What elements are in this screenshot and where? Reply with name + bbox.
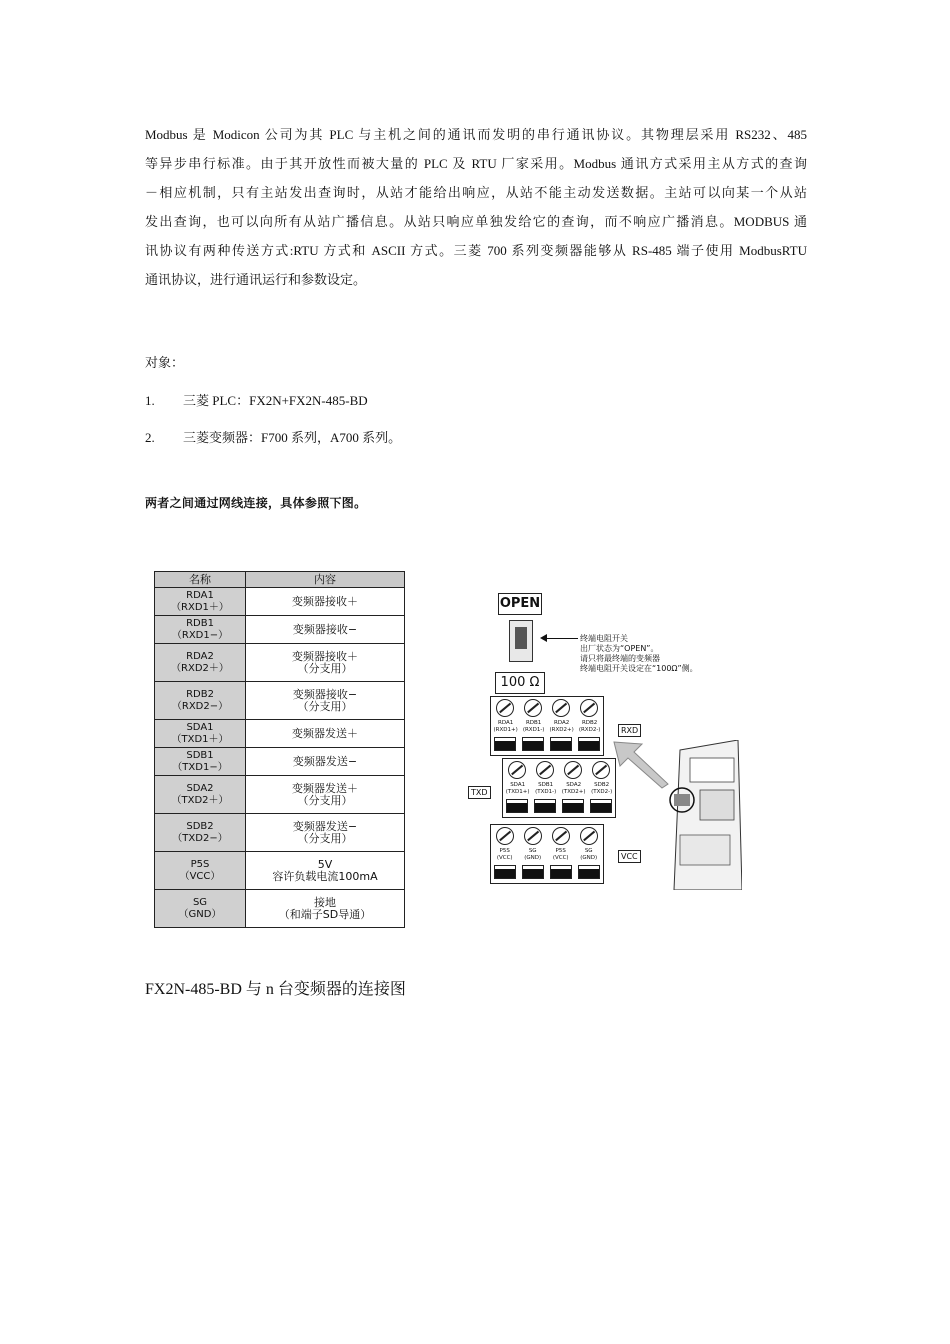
txd-tag: TXD [468, 786, 491, 799]
terminal-name-text: （GND） [178, 908, 222, 920]
terminal-content-text: （分支用） [297, 793, 353, 807]
terminal-label-signal: (TXD2+) [561, 789, 586, 795]
terminal-label-name: SDB2 [594, 782, 610, 788]
wire-slot [494, 737, 516, 751]
terminal-content-text: （分支用） [297, 831, 353, 845]
terminal-label-name: RDA2 [554, 720, 570, 726]
terminal-content-text: 变频器发送＋ [292, 726, 358, 740]
terminal-content-text: 变频器发送＋ [292, 781, 358, 795]
terminal-label-name: P5S [499, 848, 510, 854]
terminal-content-cell [246, 890, 405, 928]
object-number: 2. [145, 430, 155, 445]
connection-note: 两者之间通过网线连接，具体参照下图。 [145, 496, 367, 510]
table-row [155, 890, 405, 928]
switch-knob [515, 627, 527, 649]
screw-icon [496, 699, 514, 717]
note-line: 终端电阻开关设定在“100Ω”侧。 [580, 664, 698, 673]
terminal-name-cell [155, 852, 246, 890]
screw-icon [552, 699, 570, 717]
terminal-label [524, 848, 541, 862]
terminal-name-text: （RXD2＋） [171, 662, 229, 674]
terminal-content-cell [246, 852, 405, 890]
intro-paragraph [145, 120, 807, 294]
terminal-name-text: SDA1 [186, 721, 214, 733]
terminal-label-signal: (RXD1-) [522, 727, 545, 733]
terminal-name-text: （VCC） [179, 870, 221, 882]
wire-slot [522, 865, 544, 879]
wire-slot [494, 865, 516, 879]
terminal-name-cell [155, 588, 246, 616]
terminal-content-text: （分支用） [297, 699, 353, 713]
screw-icon [496, 827, 514, 845]
terminal-content-text: （分支用） [297, 661, 353, 675]
terminal-name-cell [155, 720, 246, 748]
terminal-label-signal: (RXD1+) [493, 727, 518, 733]
table-row [155, 814, 405, 852]
terminal-label-signal: (TXD2-) [591, 789, 613, 795]
table-header-name: 名称 [155, 572, 246, 588]
terminal-name-text: SDA2 [186, 782, 214, 794]
screw-icon [524, 699, 542, 717]
terminal-label-signal: (TXD1-) [535, 789, 557, 795]
terminal-content-text: 5V [317, 857, 333, 871]
terminal-content-text: 变频器接收− [292, 622, 358, 636]
terminal-content-text: 接地 [314, 895, 336, 909]
terminal-diagram [462, 590, 752, 890]
intro-line: 等异步串行标准。由于其开放性而被大量的 PLC 及 RTU 厂家采用。Modbus 通讯方式采用主从方式的查询 [145, 156, 807, 171]
wire-slot [550, 737, 572, 751]
screw-icon [524, 827, 542, 845]
terminal-label-name: SDB1 [538, 782, 554, 788]
terminal-table [154, 571, 405, 928]
txd-terminal-block [502, 758, 616, 818]
terminal-name-text: （RXD1−） [171, 629, 229, 641]
terminal-name-text: SG [192, 896, 208, 908]
terminal-name-text: RDB2 [186, 688, 214, 700]
terminal-name-cell [155, 616, 246, 644]
wire-slot [550, 865, 572, 879]
terminal-content-text: 变频器发送− [292, 754, 358, 768]
rxd-tag: RXD [618, 724, 641, 737]
terminal-name-text: （TXD1−） [172, 761, 228, 773]
switch-note [580, 634, 698, 674]
terminal-name-text: SDB2 [186, 820, 214, 832]
terminal-name-text: （TXD2＋） [171, 794, 229, 806]
intro-line: 发出查询，也可以向所有从站广播信息。从站只响应单独发给它的查询，而不响应广播消息。MODBUS 通 [145, 214, 807, 229]
terminal-name-text: （RXD2−） [171, 700, 229, 712]
terminal-label-signal: (RXD2-) [578, 727, 601, 733]
wire-slot [578, 865, 600, 879]
terminal-content-cell [246, 644, 405, 682]
terminal-label-name: SDA2 [566, 782, 582, 788]
terminal-label-name: RDB1 [525, 720, 542, 726]
note-line: 请只将最终端的变频器 [580, 654, 660, 663]
screw-icon [536, 761, 554, 779]
terminal-label-name: RDB2 [581, 720, 598, 726]
terminal-label [562, 782, 586, 796]
table-body [155, 588, 405, 928]
terminal-label [591, 782, 612, 796]
terminal-name-cell [155, 814, 246, 852]
terminal-name-text: SDB1 [186, 749, 214, 761]
terminal-content-cell [246, 682, 405, 720]
object-number: 1. [145, 393, 155, 408]
wire-slot [534, 799, 556, 813]
screw-icon [508, 761, 526, 779]
table-row [155, 720, 405, 748]
terminal-label [494, 720, 518, 734]
object-text: 三菱变频器：F700 系列，A700 系列。 [183, 430, 402, 445]
terminal-label-name: P5S [555, 848, 566, 854]
wire-slot [562, 799, 584, 813]
screw-icon [580, 699, 598, 717]
terminal-name-cell [155, 890, 246, 928]
note-line: 出厂状态为“OPEN”。 [580, 644, 659, 653]
terminal-content-cell [246, 720, 405, 748]
terminal-label [506, 782, 530, 796]
objects-label: 对象： [145, 355, 185, 370]
rxd-terminal-block [490, 696, 604, 756]
terminal-label-signal: (GND) [580, 855, 598, 861]
terminal-label-signal: (RXD2+) [549, 727, 574, 733]
table-row [155, 852, 405, 890]
table-row [155, 644, 405, 682]
terminal-name-text: P5S [190, 858, 210, 870]
terminal-label [553, 848, 569, 862]
table-row [155, 616, 405, 644]
vcc-terminal-block [490, 824, 604, 884]
terminal-label-signal: (VCC) [552, 855, 569, 861]
screw-icon [564, 761, 582, 779]
inverter-device-illustration [660, 740, 742, 890]
terminal-content-text: （和端子SD导通） [278, 907, 372, 921]
terminal-content-text: 容许负载电流100mA [272, 869, 378, 883]
ohm-label: 100 Ω [495, 672, 545, 694]
screw-icon [580, 827, 598, 845]
terminal-content-text: 变频器接收＋ [292, 649, 358, 663]
terminal-label-signal: (GND) [524, 855, 542, 861]
terminal-name-cell [155, 644, 246, 682]
terminal-content-text: 变频器发送− [292, 819, 358, 833]
intro-line: －相应机制，只有主站发出查询时，从站才能给出响应，从站不能主动发送数据。主站可以向某一个从站 [145, 185, 807, 200]
terminal-content-text: 变频器接收＋ [292, 594, 358, 608]
terminal-label [580, 848, 597, 862]
terminal-name-text: （TXD2−） [172, 832, 228, 844]
terminal-name-cell [155, 682, 246, 720]
terminal-resistor-switch [509, 620, 533, 662]
wire-slot [522, 737, 544, 751]
terminal-name-text: RDA1 [186, 589, 214, 601]
terminal-name-text: （RXD1＋） [171, 601, 229, 613]
screw-icon [592, 761, 610, 779]
terminal-content-cell [246, 588, 405, 616]
terminal-label-signal: (VCC) [496, 855, 513, 861]
intro-line: 通讯协议，进行通讯运行和参数设定。 [145, 272, 367, 287]
object-text: 三菱 PLC：FX2N+FX2N-485-BD [183, 393, 368, 408]
terminal-label-name: RDA1 [498, 720, 514, 726]
wire-slot [506, 799, 528, 813]
terminal-content-cell [246, 616, 405, 644]
terminal-label [579, 720, 601, 734]
table-row [155, 748, 405, 776]
terminal-label-name: SDA1 [510, 782, 526, 788]
diagram-caption: FX2N-485-BD 与 n 台变频器的连接图 [145, 981, 406, 998]
table-row [155, 588, 405, 616]
terminal-name-text: （TXD1＋） [171, 733, 229, 745]
wire-slot [590, 799, 612, 813]
intro-line: 讯协议有两种传送方式:RTU 方式和 ASCII 方式。三菱 700 系列变频器能够从 RS-485 端子使用 ModbusRTU [145, 243, 807, 258]
object-item [145, 427, 401, 446]
table-header-content: 内容 [246, 572, 405, 588]
terminal-label [523, 720, 545, 734]
vcc-tag: VCC [618, 850, 641, 863]
intro-line: Modbus 是 Modicon 公司为其 PLC 与主机之间的通讯而发明的串行通讯协议。其物理层采用 RS232、485 [145, 127, 807, 142]
screw-icon [552, 827, 570, 845]
table-row [155, 776, 405, 814]
terminal-name-text: RDB1 [186, 617, 214, 629]
terminal-label [550, 720, 574, 734]
table-row [155, 682, 405, 720]
terminal-label-signal: (TXD1+) [505, 789, 530, 795]
object-item [145, 390, 368, 409]
arrow-left-icon [542, 638, 578, 639]
terminal-content-text: 变频器接收− [292, 687, 358, 701]
terminal-label-name: SG [528, 848, 537, 854]
arrow-up-left-icon [612, 740, 672, 790]
open-label: OPEN [498, 593, 542, 615]
terminal-name-cell [155, 748, 246, 776]
terminal-label [497, 848, 513, 862]
terminal-name-cell [155, 776, 246, 814]
terminal-label-name: SG [584, 848, 593, 854]
terminal-content-cell [246, 748, 405, 776]
terminal-content-cell [246, 814, 405, 852]
terminal-name-text: RDA2 [186, 650, 214, 662]
terminal-label [535, 782, 556, 796]
note-line: 终端电阻开关 [580, 634, 628, 643]
wire-slot [578, 737, 600, 751]
terminal-content-cell [246, 776, 405, 814]
